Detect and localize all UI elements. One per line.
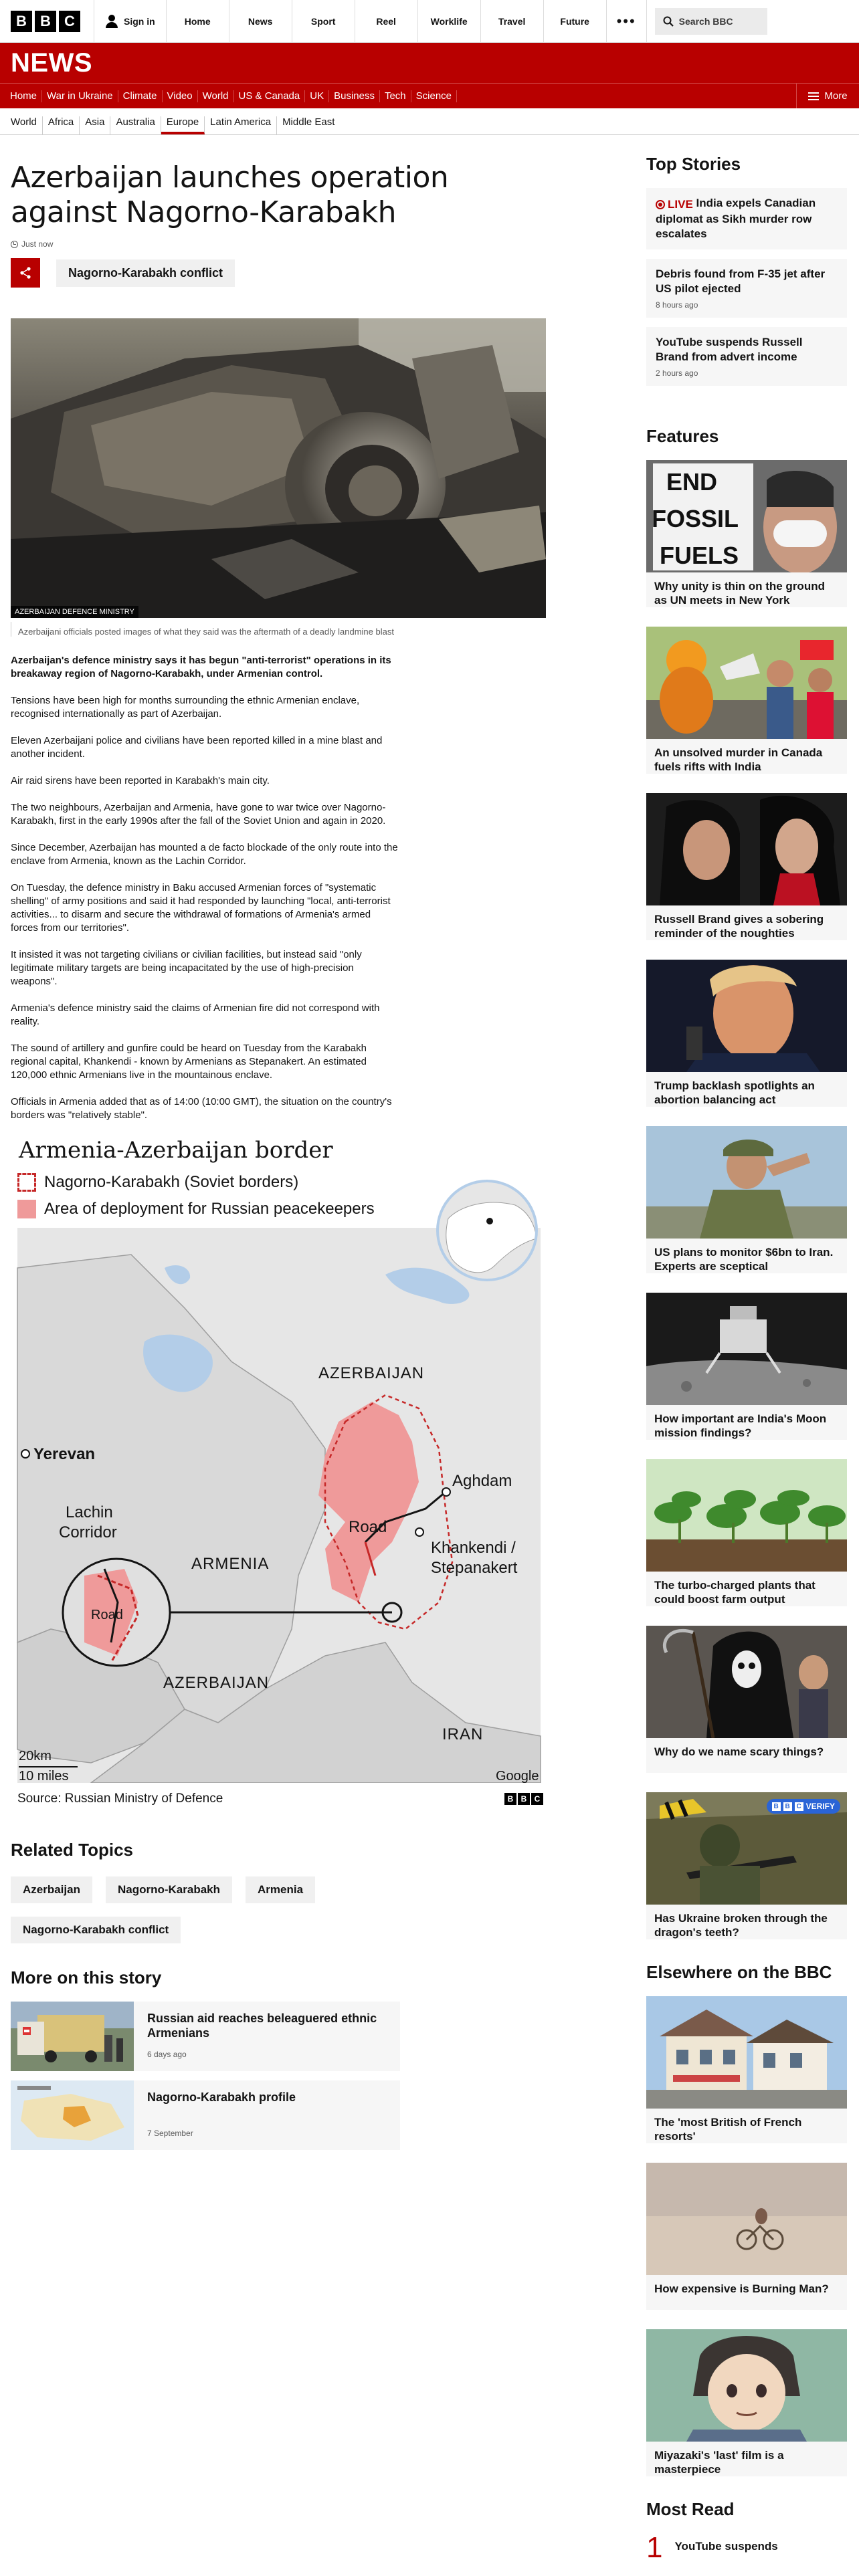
more-story-date: 7 September bbox=[147, 2129, 193, 2138]
feature-title: Has Ukraine broken through the dragon's teeth? bbox=[646, 1905, 847, 1939]
bbc-logo-letter: B bbox=[11, 11, 32, 32]
article-paragraph: The sound of artillery and gunfire could be heard on Tuesday from the Karabakh regional capital, Khankendi - known by Armenians as Stepanakert. An estimated 120,000 ethnic Armenians live in the mountainous enclave. bbox=[11, 1043, 367, 1081]
map-label-yerevan: Yerevan bbox=[33, 1445, 96, 1463]
peacekeepers-swatch bbox=[17, 1200, 36, 1218]
miyazaki-film-image bbox=[646, 2329, 847, 2442]
dashed-border-swatch bbox=[17, 1173, 36, 1192]
most-read-item[interactable] bbox=[646, 2533, 847, 2563]
most-read-rank: 1 bbox=[646, 2531, 663, 2564]
search-label: Search BBC bbox=[678, 15, 733, 27]
aid-trucks-image bbox=[11, 2002, 134, 2071]
feature-image-protest bbox=[646, 460, 847, 572]
news-nav-video[interactable]: Video bbox=[163, 90, 198, 102]
sub-nav bbox=[0, 108, 859, 135]
article-headline: Azerbaijan launches operation against Nagorno-Karabakh bbox=[11, 160, 449, 229]
map-legend-peacekeepers bbox=[17, 1200, 375, 1218]
burning-man-image bbox=[646, 2163, 847, 2275]
global-nav-reel[interactable]: Reel bbox=[355, 0, 418, 43]
iran-soldier-image bbox=[646, 1126, 847, 1239]
top-story-title: YouTube suspends Russell Brand from advert income bbox=[656, 336, 803, 363]
feature-card[interactable] bbox=[646, 1126, 847, 1273]
news-nav bbox=[0, 83, 859, 108]
news-nav-war-in-ukraine[interactable]: War in Ukraine bbox=[42, 90, 118, 102]
globe-locator-icon bbox=[435, 1178, 539, 1283]
elsewhere-title: How expensive is Burning Man? bbox=[646, 2275, 847, 2310]
more-dots-icon: ••• bbox=[616, 12, 636, 29]
bbc-logo-letter: B bbox=[504, 1793, 516, 1805]
global-nav-sport[interactable]: Sport bbox=[292, 0, 355, 43]
top-stories-heading: Top Stories bbox=[646, 154, 741, 174]
french-resort-image bbox=[646, 1996, 847, 2109]
protest-sign-word: END bbox=[666, 468, 718, 496]
global-nav-future[interactable]: Future bbox=[544, 0, 607, 43]
feature-image-grim-reaper bbox=[646, 1626, 847, 1738]
feature-image-ukraine-soldier bbox=[646, 1792, 847, 1905]
map-label-aghdam: Aghdam bbox=[452, 1472, 512, 1490]
feature-title: Why unity is thin on the ground as UN meets in New York bbox=[646, 572, 847, 607]
live-badge bbox=[656, 197, 693, 212]
elsewhere-image-french-resort bbox=[646, 1996, 847, 2109]
elsewhere-title: Miyazaki's 'last' film is a masterpiece bbox=[646, 2442, 847, 2476]
news-nav-home[interactable]: Home bbox=[5, 90, 42, 102]
profile-map-image bbox=[11, 2080, 134, 2150]
feature-image-canada-protest bbox=[646, 627, 847, 739]
menu-icon bbox=[808, 92, 819, 100]
more-story-card[interactable] bbox=[11, 2080, 400, 2150]
related-topics-list bbox=[11, 1876, 412, 1943]
article-paragraph: Since December, Azerbaijan has mounted a de facto blockade of the only route into the enclave from Armenia, known as the Lachin Corridor. bbox=[11, 842, 398, 867]
bbc-logo-letter: B bbox=[518, 1793, 530, 1805]
top-story-item[interactable] bbox=[646, 327, 847, 386]
elsewhere-card[interactable] bbox=[646, 2329, 847, 2476]
elsewhere-title: The 'most British of French resorts' bbox=[646, 2109, 847, 2143]
global-nav-home[interactable]: Home bbox=[167, 0, 229, 43]
feature-image-plants bbox=[646, 1459, 847, 1572]
sign-in-button[interactable] bbox=[94, 0, 167, 43]
topic-tag-armenia[interactable]: Armenia bbox=[246, 1876, 315, 1903]
global-nav-news[interactable]: News bbox=[229, 0, 292, 43]
map-label-azerbaijan-south: AZERBAIJAN bbox=[163, 1674, 270, 1692]
more-story-text bbox=[134, 2080, 309, 2150]
image-caption: Azerbaijani officials posted images of what they said was the aftermath of a deadly landmine blast bbox=[11, 622, 546, 637]
article-column bbox=[11, 160, 546, 2159]
bbc-mini-logo bbox=[504, 1793, 543, 1805]
trump-image bbox=[646, 960, 847, 1072]
canada-protest-image bbox=[646, 627, 847, 739]
live-label: LIVE bbox=[668, 198, 693, 211]
feature-card[interactable] bbox=[646, 793, 847, 940]
feature-title: How important are India's Moon mission findings? bbox=[646, 1405, 847, 1440]
map-source: Source: Russian Ministry of Defence bbox=[17, 1792, 223, 1806]
news-nav-us-canada[interactable]: US & Canada bbox=[234, 90, 306, 102]
article-paragraph: The two neighbours, Azerbaijan and Armenia, have gone to war twice over Nagorno-Karabakh, first in the early 1990s after the fall of the Soviet Union and again in 2020. bbox=[11, 802, 386, 827]
features-heading: Features bbox=[646, 426, 719, 446]
global-nav-travel[interactable]: Travel bbox=[481, 0, 544, 43]
news-brand[interactable]: NEWS bbox=[11, 47, 92, 78]
news-nav-world[interactable]: World bbox=[198, 90, 234, 102]
sub-nav-europe[interactable]: Europe bbox=[161, 116, 205, 134]
top-story-title: Debris found from F-35 jet after US pilot ejected bbox=[656, 267, 826, 295]
hero-image bbox=[11, 318, 546, 618]
elsewhere-heading: Elsewhere on the BBC bbox=[646, 1962, 832, 1982]
sub-nav-australia[interactable]: Australia bbox=[110, 116, 161, 134]
profile-map-thumbnail bbox=[11, 2080, 134, 2150]
feature-card[interactable] bbox=[646, 1459, 847, 1606]
share-and-topic-row bbox=[11, 258, 546, 288]
news-nav-more-button[interactable] bbox=[796, 84, 859, 108]
news-nav-tech[interactable]: Tech bbox=[380, 90, 411, 102]
more-story-text bbox=[134, 2002, 400, 2071]
topic-tag-azerbaijan[interactable]: Azerbaijan bbox=[11, 1876, 92, 1903]
article-body bbox=[11, 654, 399, 1122]
news-nav-uk[interactable]: UK bbox=[305, 90, 329, 102]
map-label-azerbaijan-north: AZERBAIJAN bbox=[318, 1364, 425, 1382]
topic-tag-nagorno-karabakh-conflict[interactable]: Nagorno-Karabakh conflict bbox=[11, 1917, 181, 1943]
map-legend-nagorno-karabakh bbox=[17, 1173, 298, 1192]
map-label-armenia: ARMENIA bbox=[191, 1555, 270, 1573]
news-nav-climate[interactable]: Climate bbox=[118, 90, 163, 102]
map-title: Armenia-Azerbaijan border bbox=[19, 1137, 333, 1164]
most-read-heading: Most Read bbox=[646, 2499, 735, 2519]
sub-nav-world[interactable]: World bbox=[5, 116, 43, 134]
legend-label: Area of deployment for Russian peacekeepers bbox=[44, 1200, 375, 1218]
article-paragraph: It insisted it was not targeting civilians or civilian facilities, but instead said "only legitimate military targets are being incapacitated by the use of high-precision weapons". bbox=[11, 949, 362, 987]
russell-brand-image bbox=[646, 793, 847, 905]
most-read-title: YouTube suspends bbox=[674, 2540, 778, 2553]
protest-image bbox=[646, 460, 847, 572]
top-story-date: 8 hours ago bbox=[656, 300, 698, 310]
map-label-corridor: Corridor bbox=[59, 1523, 117, 1541]
article-paragraph: Officials in Armenia added that as of 14:00 (10:00 GMT), the situation on the country's borders was "relatively stable". bbox=[11, 1096, 392, 1121]
search-bbc-button[interactable] bbox=[655, 8, 767, 35]
article-paragraph: Tensions have been high for months surrounding the ethnic Armenian enclave, recognised internationally as part of Azerbaijan. bbox=[11, 695, 360, 720]
more-story-title: Nagorno-Karabakh profile bbox=[147, 2090, 296, 2104]
feature-title: Why do we name scary things? bbox=[646, 1738, 847, 1773]
image-credit: AZERBAIJAN DEFENCE MINISTRY bbox=[11, 606, 138, 618]
feature-title: An unsolved murder in Canada fuels rifts with India bbox=[646, 739, 847, 774]
protest-sign-word: FUELS bbox=[660, 542, 739, 569]
news-header bbox=[0, 43, 859, 83]
sub-nav-asia[interactable]: Asia bbox=[80, 116, 110, 134]
map-scale-km: 20km bbox=[19, 1749, 52, 1763]
border-map bbox=[11, 1136, 546, 1813]
feature-image-trump bbox=[646, 960, 847, 1072]
map-graphic bbox=[11, 1228, 546, 1783]
feature-image-russell-brand bbox=[646, 793, 847, 905]
map-label-lachin: Lachin bbox=[66, 1503, 113, 1521]
map-scale-miles: 10 miles bbox=[19, 1769, 69, 1783]
bbc-logo-letter: C bbox=[795, 1802, 803, 1811]
top-story-date: 2 hours ago bbox=[656, 368, 698, 378]
aid-trucks-thumbnail bbox=[11, 2002, 134, 2071]
related-topics-heading: Related Topics bbox=[11, 1840, 134, 1860]
share-icon bbox=[19, 266, 32, 280]
global-nav bbox=[0, 0, 859, 43]
bbc-logo-letter: C bbox=[531, 1793, 543, 1805]
global-nav-links bbox=[167, 0, 607, 43]
plants-image bbox=[646, 1459, 847, 1572]
search-icon bbox=[663, 16, 674, 27]
feature-image-moon-lander bbox=[646, 1293, 847, 1405]
feature-card[interactable] bbox=[646, 960, 847, 1107]
article-paragraph: On Tuesday, the defence ministry in Baku accused Armenian forces of "systematic shelling" of army positions and said it had responded by launching "local, anti-terrorist activities... to disarm and secure the withdrawal of formations of Armenia's armed forces from our territories". bbox=[11, 882, 391, 934]
elsewhere-card[interactable] bbox=[646, 1996, 847, 2143]
bbc-logo-letter: B bbox=[783, 1802, 792, 1811]
landmine-wreckage-photo bbox=[11, 318, 546, 618]
timestamp-text: Just now bbox=[21, 239, 54, 249]
map-label-road: Road bbox=[349, 1518, 387, 1536]
feature-card[interactable] bbox=[646, 1626, 847, 1773]
share-button[interactable] bbox=[11, 258, 40, 288]
map-label-stepanakert: Stepanakert bbox=[431, 1559, 518, 1577]
map-label-road-inset: Road bbox=[91, 1608, 123, 1622]
sub-nav-latin-america[interactable]: Latin America bbox=[205, 116, 277, 134]
sub-nav-africa[interactable]: Africa bbox=[43, 116, 80, 134]
more-story-date: 6 days ago bbox=[147, 2050, 187, 2059]
more-story-card[interactable] bbox=[11, 2002, 400, 2071]
legend-label: Nagorno-Karabakh (Soviet borders) bbox=[44, 1173, 299, 1191]
article-lead: Azerbaijan's defence ministry says it has begun "anti-terrorist" operations in its breakaway region of Nagorno-Karabakh, under Armenian control. bbox=[11, 655, 391, 679]
global-nav-worklife[interactable]: Worklife bbox=[418, 0, 481, 43]
feature-card[interactable] bbox=[646, 1293, 847, 1440]
article-paragraph: Armenia's defence ministry said the claims of Armenian fire did not correspond with reality. bbox=[11, 1002, 380, 1027]
bbc-logo-letter: C bbox=[59, 11, 80, 32]
article-paragraph: Air raid sirens have been reported in Karabakh's main city. bbox=[11, 775, 270, 786]
topic-tag-nagorno-karabakh[interactable]: Nagorno-Karabakh bbox=[106, 1876, 232, 1903]
feature-card[interactable] bbox=[646, 460, 847, 607]
feature-title: Trump backlash spotlights an abortion balancing act bbox=[646, 1072, 847, 1107]
more-on-story-heading: More on this story bbox=[11, 1967, 162, 1988]
map-label-iran: IRAN bbox=[442, 1725, 484, 1743]
map-google-credit: Google bbox=[496, 1769, 539, 1783]
sidebar bbox=[646, 154, 847, 2563]
feature-card[interactable] bbox=[646, 627, 847, 774]
top-story-title bbox=[656, 196, 838, 241]
feature-title: The turbo-charged plants that could boost farm output bbox=[646, 1572, 847, 1606]
bbc-logo[interactable] bbox=[11, 11, 80, 32]
feature-title: US plans to monitor $6bn to Iran. Experts are sceptical bbox=[646, 1239, 847, 1273]
map-label-khankendi: Khankendi / bbox=[431, 1539, 516, 1557]
elsewhere-card[interactable] bbox=[646, 2163, 847, 2310]
verify-label: VERIFY bbox=[805, 1802, 835, 1811]
sub-nav-middle-east[interactable]: Middle East bbox=[282, 116, 335, 128]
protest-sign-word: FOSSIL bbox=[652, 505, 739, 532]
feature-image-iran-soldier bbox=[646, 1126, 847, 1239]
bbc-logo-letter: B bbox=[35, 11, 56, 32]
bbc-verify-badge bbox=[767, 1799, 840, 1814]
top-story-title-text: India expels Canadian diplomat as Sikh murder row escalates bbox=[656, 197, 816, 240]
feature-title: Russell Brand gives a sobering reminder of the noughties bbox=[646, 905, 847, 940]
grim-reaper-image bbox=[646, 1626, 847, 1738]
article-timestamp bbox=[11, 239, 546, 249]
user-icon bbox=[105, 15, 118, 28]
top-story-item[interactable] bbox=[646, 259, 847, 318]
more-menu-button[interactable] bbox=[607, 0, 647, 43]
top-story-item[interactable] bbox=[646, 188, 847, 249]
live-icon bbox=[656, 200, 665, 209]
topic-tag-nagorno-karabakh-conflict[interactable]: Nagorno-Karabakh conflict bbox=[56, 259, 235, 287]
feature-card[interactable] bbox=[646, 1792, 847, 1939]
more-story-title: Russian aid reaches beleaguered ethnic Armenians bbox=[147, 2012, 377, 2040]
elsewhere-image-miyazaki bbox=[646, 2329, 847, 2442]
article-paragraph: Eleven Azerbaijani police and civilians have been reported killed in a mine blast and another incident. bbox=[11, 735, 383, 760]
sign-in-label: Sign in bbox=[124, 15, 155, 27]
news-nav-science[interactable]: Science bbox=[411, 90, 457, 102]
news-nav-more-label: More bbox=[824, 90, 848, 102]
news-nav-business[interactable]: Business bbox=[329, 90, 380, 102]
elsewhere-image-burning-man bbox=[646, 2163, 847, 2275]
bbc-logo-letter: B bbox=[772, 1802, 781, 1811]
clock-icon bbox=[11, 241, 18, 248]
moon-lander-image bbox=[646, 1293, 847, 1405]
